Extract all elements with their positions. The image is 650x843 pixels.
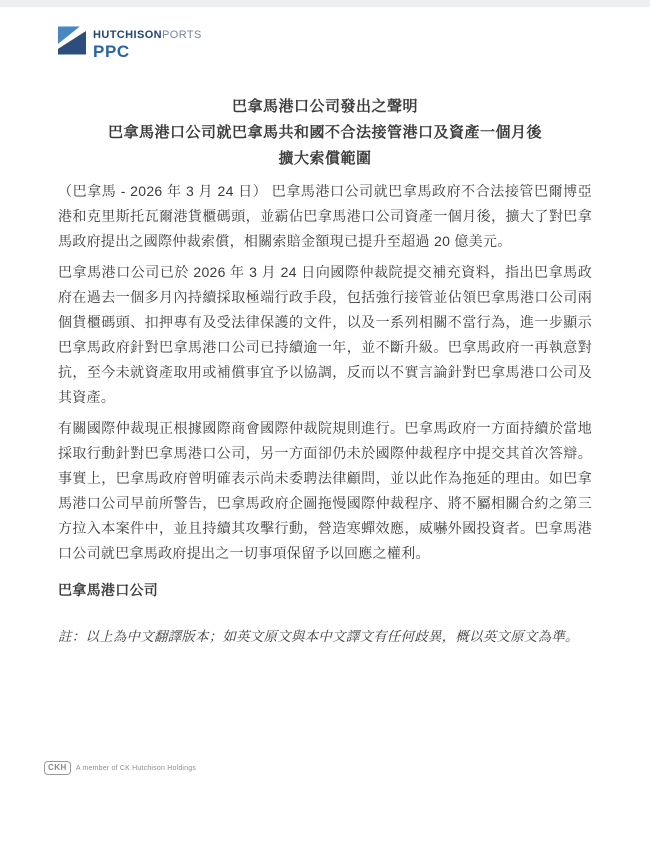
footer-tagline: A member of CK Hutchison Holdings	[75, 764, 197, 772]
paragraph-3: 有關國際仲裁現正根據國際商會國際仲裁院規則進行。巴拿馬政府一方面持續於當地採取行動針對巴拿馬港口公司，另一方面卻仍未於國際仲裁程序中提交其首次答辯。事實上，巴拿馬政府曾明確表示尚未委聘法律顧問，並以此作為拖延的理由。如巴拿馬港口公司早前所警告，巴拿馬政府企圖拖慢國際仲裁程序、將不屬相關合約之第三方拉入本案件中，並且持續其攻擊行動，營造寒蟬效應，威嚇外國投資者。巴拿馬港口公司就巴拿馬政府提出之一切事項保留予以回應之權利。	[58, 420, 592, 561]
press-release-body	[58, 94, 592, 649]
hutchison-ports-ppc-logo	[58, 26, 202, 62]
brand-wordmark	[93, 26, 202, 62]
document-title	[58, 94, 592, 172]
hutchison-ports-emblem-icon	[58, 26, 86, 55]
title-line-1: 巴拿馬港口公司發出之聲明	[231, 98, 418, 115]
paragraph-2: 巴拿馬港口公司已於 2026 年 3 月 24 日向國際仲裁院提交補充資料，指出巴拿馬政府在過去一個多月內持續採取極端行政手段，包括強行接管並佔領巴拿馬港口公司兩個貨櫃碼頭、扣押專有及受法律保護的文件，以及一系列相關不當行為，進一步顯示巴拿馬政府針對巴拿馬港口公司已持續逾一年，並不斷升級。巴拿馬政府一再執意對抗，至今未就資產取用或補償事宜予以協調，反而以不實言論針對巴拿馬港口公司及其資產。	[58, 264, 592, 405]
page-top-edge	[0, 0, 650, 7]
signature-company-name: 巴拿馬港口公司	[58, 582, 159, 598]
brand-ports-label: PORTS	[162, 29, 202, 41]
title-line-2: 巴拿馬港口公司就巴拿馬共和國不合法接管港口及資產一個月後	[107, 124, 542, 141]
paragraph-1: （巴拿馬 - 2026 年 3 月 24 日） 巴拿馬港口公司就巴拿馬政府不合法接管巴爾博亞港和克里斯托瓦爾港貨櫃碼頭，並霸佔巴拿馬港口公司資產一個月後，擴大了對巴拿馬政府提出之國際仲裁索償，相關索賠金額現已提升至超過 20 億美元。	[58, 183, 592, 249]
brand-hutchison-label: HUTCHISON	[93, 29, 162, 41]
ck-hutchison-logo-icon: CKH	[44, 761, 71, 775]
page-footer	[44, 761, 196, 775]
translation-disclaimer-note: 註：以上為中文翻譯版本；如英文原文與本中文譯文有任何歧異，概以英文原文為準。	[58, 629, 579, 644]
title-line-3: 擴大索償範圍	[278, 150, 372, 167]
brand-line-hutchison-ports	[93, 29, 202, 41]
brand-ppc-label: PPC	[93, 42, 130, 61]
